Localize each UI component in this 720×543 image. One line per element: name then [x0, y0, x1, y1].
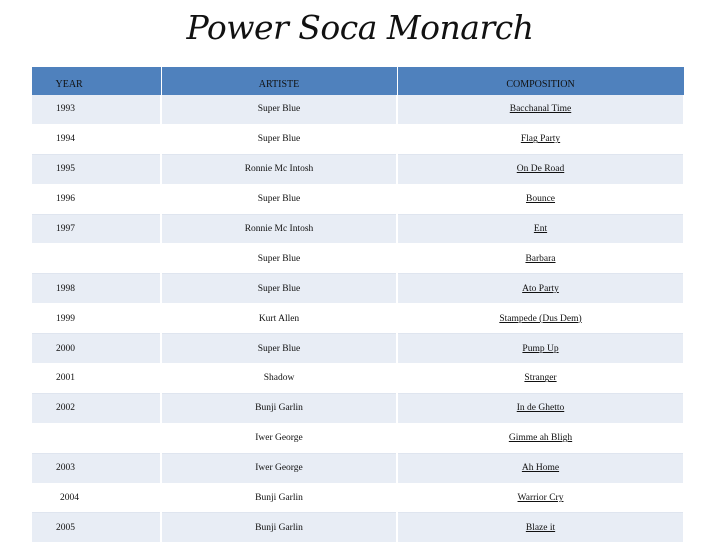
table-row — [31, 154, 684, 184]
artiste-cell: Super Blue — [161, 244, 397, 274]
monarch-table — [30, 67, 685, 543]
composition-cell — [397, 364, 684, 394]
year-cell: 2002 — [31, 393, 161, 423]
year-cell: 2003 — [31, 453, 161, 483]
artiste-cell: Bunji Garlin — [161, 393, 397, 423]
artiste-cell: Bunji Garlin — [161, 483, 397, 513]
composition-link[interactable]: In de Ghetto — [516, 403, 565, 414]
composition-cell — [397, 483, 684, 513]
artiste-cell: Ronnie Mc Intosh — [161, 154, 397, 184]
column-header-composition: COMPOSITION — [397, 67, 684, 95]
composition-cell — [397, 393, 684, 423]
composition-link[interactable]: Stampede (Dus Dem) — [499, 313, 582, 324]
artiste-cell: Bunji Garlin — [161, 513, 397, 543]
composition-cell — [397, 304, 684, 334]
artiste-cell: Super Blue — [161, 334, 397, 364]
table-row — [31, 304, 684, 334]
composition-link[interactable]: Gimme ah Bligh — [508, 433, 573, 444]
column-header-year: YEAR — [31, 67, 161, 95]
year-cell: 1995 — [31, 154, 161, 184]
table-row — [31, 393, 684, 423]
table-row — [31, 244, 684, 274]
year-cell: 2001 — [31, 364, 161, 394]
composition-link[interactable]: Warrior Cry — [517, 493, 564, 504]
table-row — [31, 95, 684, 124]
composition-link[interactable]: Stranger — [524, 373, 557, 384]
composition-link[interactable]: Ent — [533, 224, 548, 234]
artiste-cell: Super Blue — [161, 184, 397, 214]
table-row — [31, 274, 684, 304]
composition-cell — [397, 453, 684, 483]
composition-cell — [397, 423, 684, 453]
composition-cell — [397, 154, 684, 184]
composition-link[interactable]: Bacchanal Time — [509, 104, 572, 115]
year-cell — [31, 423, 161, 453]
artiste-cell: Iwer George — [161, 453, 397, 483]
page-title: Power Soca Monarch — [186, 8, 534, 47]
table-row — [31, 184, 684, 214]
table-row — [31, 513, 684, 543]
composition-cell — [397, 334, 684, 364]
composition-link[interactable]: Barbara — [525, 253, 556, 264]
composition-cell — [397, 124, 684, 154]
table-row — [31, 423, 684, 453]
table-row — [31, 453, 684, 483]
artiste-cell: Kurt Allen — [161, 304, 397, 334]
artiste-cell: Super Blue — [161, 274, 397, 304]
year-cell: 1999 — [31, 304, 161, 334]
year-cell: 2004 — [31, 483, 161, 513]
composition-cell — [397, 95, 684, 124]
composition-cell — [397, 214, 684, 244]
year-cell — [31, 244, 161, 274]
composition-link[interactable]: Bounce — [525, 194, 556, 205]
year-cell: 1996 — [31, 184, 161, 214]
composition-cell — [397, 244, 684, 274]
artiste-cell: Shadow — [161, 364, 397, 394]
table-header-row — [31, 67, 684, 95]
table-row — [31, 214, 684, 244]
table-row — [31, 364, 684, 394]
table-row — [31, 483, 684, 513]
year-cell: 2000 — [31, 334, 161, 364]
table-row — [31, 334, 684, 364]
table-row — [31, 124, 684, 154]
composition-cell — [397, 274, 684, 304]
column-header-artiste: ARTISTE — [161, 67, 397, 95]
artiste-cell: Ronnie Mc Intosh — [161, 214, 397, 244]
composition-link[interactable]: Flag Party — [520, 134, 561, 145]
composition-link[interactable]: On De Road — [516, 164, 565, 175]
year-cell: 2005 — [31, 513, 161, 543]
year-cell: 1998 — [31, 274, 161, 304]
composition-cell — [397, 513, 684, 543]
year-cell: 1997 — [31, 214, 161, 244]
composition-link[interactable]: Ato Party — [522, 283, 559, 294]
year-cell: 1994 — [31, 124, 161, 154]
artiste-cell: Super Blue — [161, 95, 397, 124]
composition-link[interactable]: Ah Home — [521, 463, 560, 474]
composition-cell — [397, 184, 684, 214]
composition-link[interactable]: Blaze it — [525, 522, 556, 533]
year-cell: 1993 — [31, 95, 161, 124]
artiste-cell: Iwer George — [161, 423, 397, 453]
artiste-cell: Super Blue — [161, 124, 397, 154]
composition-link[interactable]: Pump Up — [522, 343, 559, 354]
